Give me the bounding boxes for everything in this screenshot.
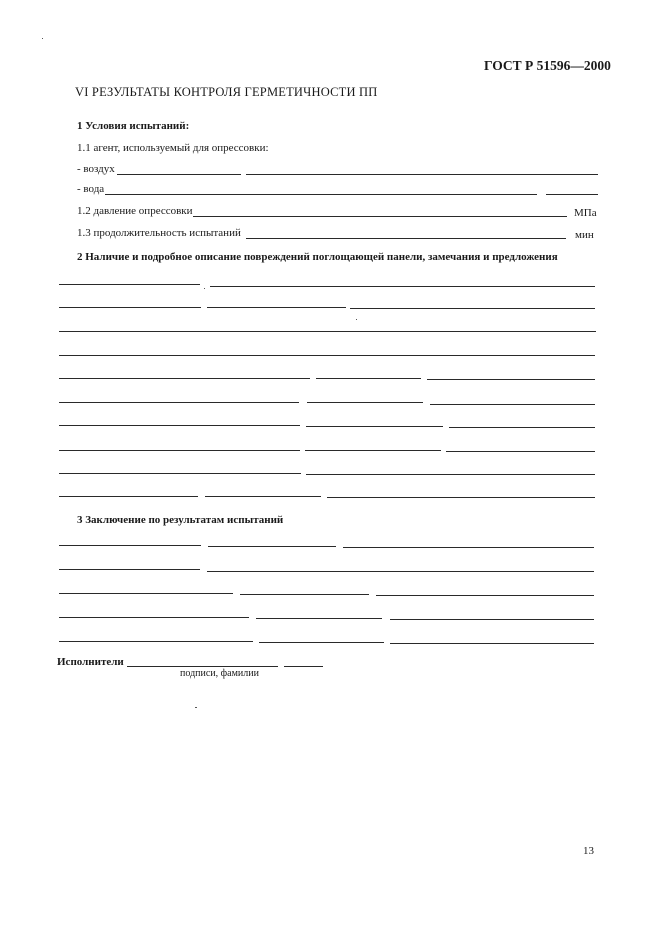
pressure-label: 1.2 давление опрессовки — [77, 205, 193, 217]
conclusion-line[interactable] — [208, 546, 336, 547]
damage-line[interactable] — [59, 307, 201, 308]
damage-line[interactable] — [306, 474, 595, 475]
scan-speck — [195, 707, 197, 708]
air-label: - воздух — [77, 163, 115, 175]
damage-line[interactable] — [427, 379, 595, 380]
duration-unit: мин — [575, 229, 594, 241]
damage-line[interactable] — [305, 450, 441, 451]
section-title: VI РЕЗУЛЬТАТЫ КОНТРОЛЯ ГЕРМЕТИЧНОСТИ ПП — [75, 85, 378, 99]
conclusion-line[interactable] — [59, 569, 200, 570]
signatures-label: Исполнители — [57, 656, 124, 668]
standard-number: ГОСТ Р 51596—2000 — [484, 58, 611, 73]
air-field-line[interactable] — [117, 174, 241, 175]
signatures-caption: подписи, фамилии — [180, 668, 259, 679]
damage-line[interactable] — [59, 402, 299, 403]
duration-label: 1.3 продолжительность испытаний — [77, 227, 241, 239]
damage-line[interactable] — [449, 427, 595, 428]
air-field-line[interactable] — [246, 174, 598, 175]
damage-line[interactable] — [350, 308, 595, 309]
scan-speck — [356, 319, 357, 320]
damage-line[interactable] — [446, 451, 595, 452]
page-number: 13 — [583, 845, 594, 857]
signature-line[interactable] — [284, 666, 323, 667]
conclusion-line[interactable] — [376, 595, 594, 596]
scan-speck — [42, 38, 43, 39]
damage-line[interactable] — [306, 426, 443, 427]
conclusion-heading: 3 Заключение по результатам испытаний — [77, 514, 284, 526]
damage-line[interactable] — [430, 404, 595, 405]
signature-line[interactable] — [127, 666, 278, 667]
scan-speck — [204, 288, 205, 289]
damage-line[interactable] — [59, 355, 595, 356]
pressure-field-line[interactable] — [193, 216, 567, 217]
damage-line[interactable] — [59, 450, 300, 451]
conclusion-line[interactable] — [259, 642, 384, 643]
conclusion-line[interactable] — [390, 643, 594, 644]
damage-line[interactable] — [59, 284, 200, 285]
damage-line[interactable] — [316, 378, 421, 379]
water-field-line[interactable] — [105, 194, 537, 195]
damage-line[interactable] — [59, 378, 310, 379]
conclusion-line[interactable] — [207, 571, 594, 572]
damage-line[interactable] — [327, 497, 595, 498]
conclusion-line[interactable] — [59, 617, 249, 618]
damage-line[interactable] — [210, 286, 595, 287]
damage-heading: 2 Наличие и подробное описание повреждений поглощающей панели, замечания и предложения — [77, 251, 558, 263]
damage-line[interactable] — [205, 496, 321, 497]
duration-field-line[interactable] — [246, 238, 566, 239]
conclusion-line[interactable] — [390, 619, 594, 620]
damage-line[interactable] — [207, 307, 346, 308]
damage-line[interactable] — [59, 473, 301, 474]
conditions-heading: 1 Условия испытаний: — [77, 120, 190, 132]
damage-line[interactable] — [59, 331, 596, 332]
water-field-line[interactable] — [546, 194, 598, 195]
damage-line[interactable] — [59, 496, 198, 497]
conclusion-line[interactable] — [59, 641, 253, 642]
conclusion-line[interactable] — [59, 593, 233, 594]
water-label: - вода — [77, 183, 105, 195]
conclusion-line[interactable] — [59, 545, 201, 546]
damage-line[interactable] — [307, 402, 423, 403]
agent-label: 1.1 агент, используемый для опрессовки: — [77, 142, 269, 154]
conclusion-line[interactable] — [256, 618, 382, 619]
damage-line[interactable] — [59, 425, 300, 426]
pressure-unit: МПа — [574, 207, 597, 219]
conclusion-line[interactable] — [343, 547, 594, 548]
conclusion-line[interactable] — [240, 594, 369, 595]
